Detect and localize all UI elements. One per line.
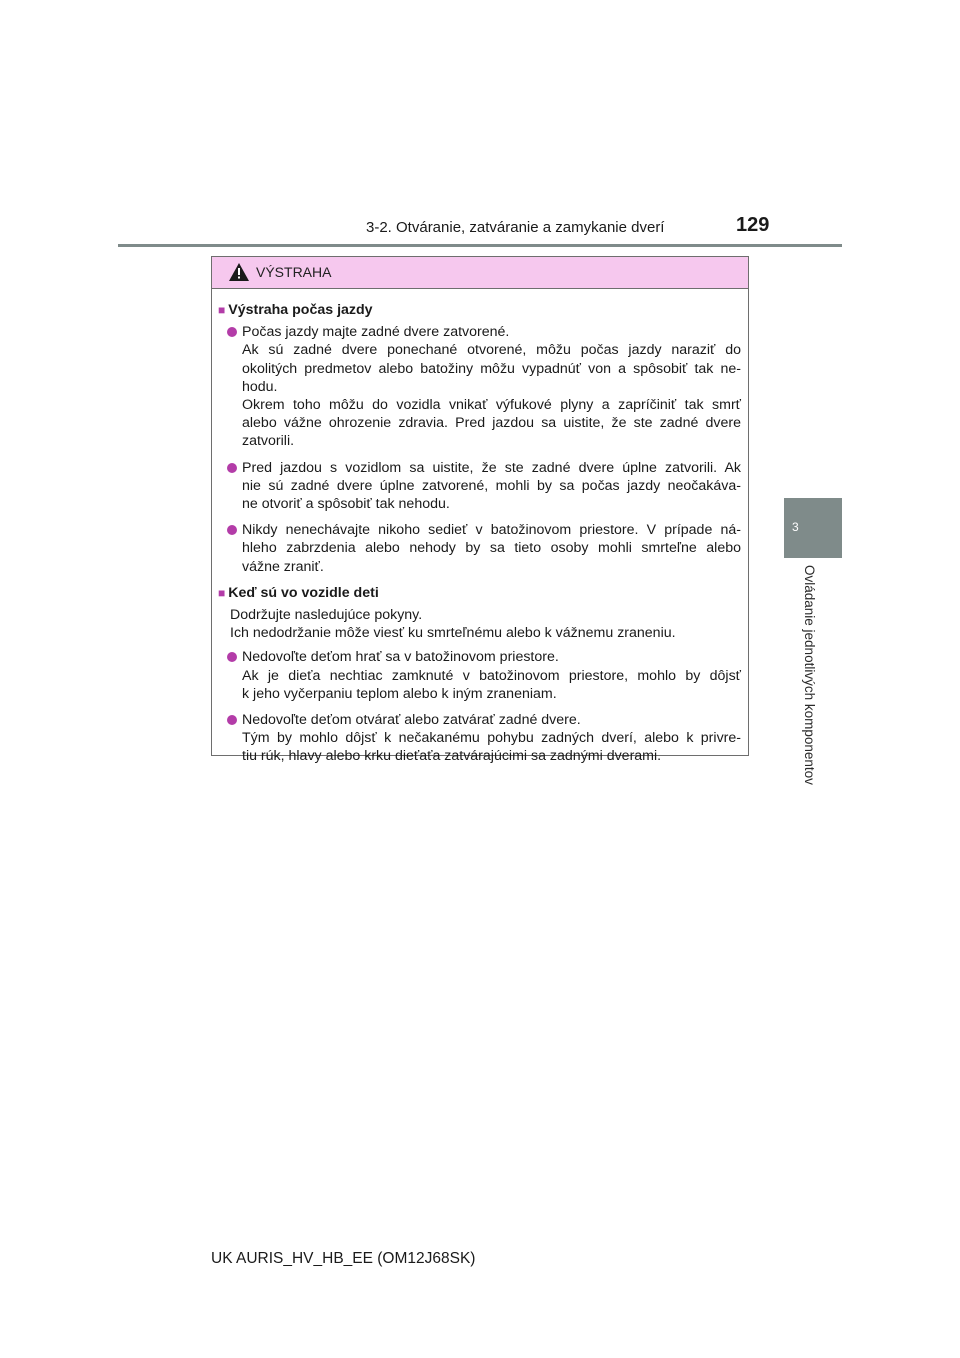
page-number: 129	[736, 214, 770, 236]
text-line: Dodržujte nasledujúce pokyny.	[230, 607, 423, 624]
text-line: k jeho vyčerpaniu teplom alebo k iným zraneniam.	[242, 685, 557, 702]
section-title: ■ Keď sú vo vozidle deti	[218, 584, 379, 601]
section-title: ■ Výstraha počas jazdy	[218, 302, 373, 318]
text-line: tiu rúk, hlavy alebo krku dieťaťa zatvárajúcimi sa zadnými dverami.	[242, 748, 662, 765]
text-line: alebo vážne ohrozenie zdravia. Pred jazdou sa uistite, že ste zadné dvere	[242, 415, 741, 432]
warning-header	[212, 257, 748, 289]
header-section-title: 3-2. Otváranie, zatváranie a zamykanie dverí	[366, 219, 665, 236]
warning-triangle-icon	[229, 263, 249, 281]
text-line: hleho zabrzdenia alebo nehody by sa tieto osoby mohli smrteľne alebo	[242, 540, 741, 557]
text-line: Tým by mohlo dôjsť k nečakanému pohybu zadných dverí, alebo k privre-	[242, 730, 741, 747]
header-rule	[118, 244, 842, 247]
text-line: Ak je dieťa nechtiac zamknuté v batožinovom priestore, mohlo by dôjsť	[242, 667, 741, 684]
section-intro	[218, 606, 741, 642]
footer-document-code: UK AURIS_HV_HB_EE (OM12J68SK)	[211, 1250, 476, 1267]
list-item	[218, 459, 741, 514]
round-bullet-icon	[227, 715, 237, 725]
round-bullet-icon	[227, 525, 237, 535]
text-line: Nikdy nenechávajte nikoho sedieť v batožinovom priestore. V prípade ná-	[242, 522, 741, 539]
side-tab-chapter-label	[784, 563, 842, 818]
side-tab-label: Ovládanie jednotlivých komponentov	[802, 565, 817, 785]
text-line: ne otvoriť a spôsobiť tak nehodu.	[242, 496, 450, 513]
list-item	[218, 521, 741, 576]
text-line: nie sú zadné dvere úplne zatvorené, mohli by sa počas jazdy neočakáva-	[242, 477, 741, 494]
warning-body	[212, 289, 748, 766]
warning-box	[211, 256, 749, 765]
text-line: vážne zraniť.	[242, 558, 324, 575]
list-item	[218, 323, 741, 450]
list-item	[218, 711, 741, 766]
list-item	[218, 648, 741, 703]
square-bullet-icon: ■	[218, 585, 226, 600]
text-line: Okrem toho môžu do vozidla vnikať výfukové plyny a zapríčiniť tak smrť	[242, 397, 741, 414]
side-tab-chapter-number	[784, 498, 842, 558]
text-line: Ak sú zadné dvere ponechané otvorené, môžu počas jazdy naraziť do	[242, 342, 741, 359]
text-line: hodu.	[242, 378, 278, 395]
text-line: Nedovoľte deťom otvárať alebo zatvárať zadné dvere.	[242, 712, 581, 729]
round-bullet-icon	[227, 463, 237, 473]
text-line: zatvorili.	[242, 433, 295, 450]
warning-label: VÝSTRAHA	[256, 264, 332, 280]
text-line: Nedovoľte deťom hrať sa v batožinovom priestore.	[242, 649, 559, 666]
text-line: okolitých predmetov alebo batožiny môžu vypadnúť von a spôsobiť tak ne-	[242, 360, 741, 377]
side-tab-number: 3	[792, 520, 799, 534]
text-line: Ich nedodržanie môže viesť ku smrteľnému alebo k vážnemu zraneniu.	[230, 625, 676, 642]
square-bullet-icon: ■	[218, 303, 226, 317]
round-bullet-icon	[227, 652, 237, 662]
round-bullet-icon	[227, 327, 237, 337]
text-line: Počas jazdy majte zadné dvere zatvorené.	[242, 324, 510, 341]
text-line: Pred jazdou s vozidlom sa uistite, že ste zadné dvere úplne zatvorili. Ak	[242, 459, 741, 476]
